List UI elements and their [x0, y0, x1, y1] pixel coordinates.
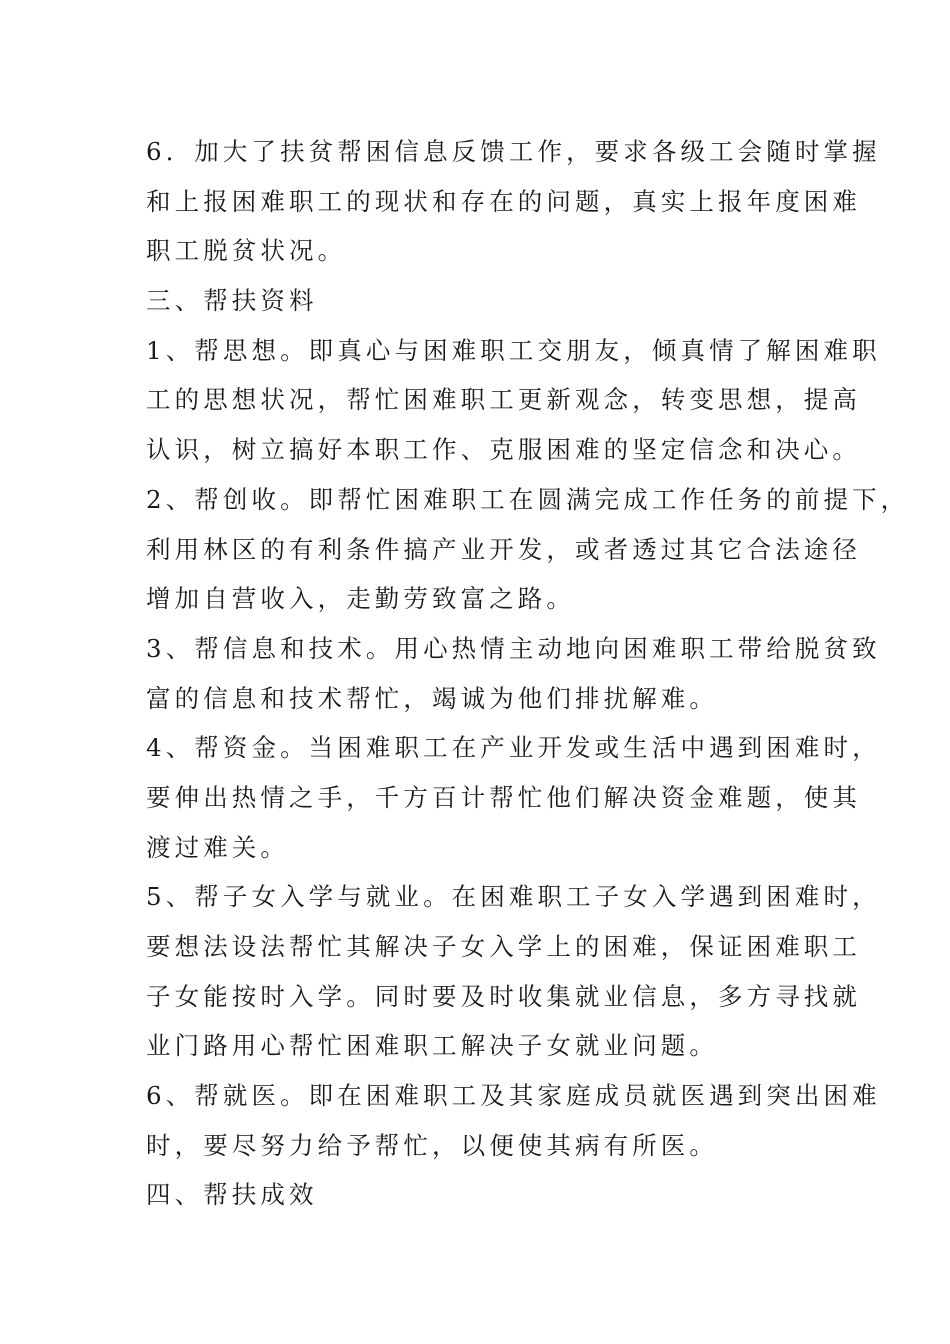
text-line: 业门路用心帮忙困难职工解决子女就业问题。 [146, 1031, 718, 1061]
section-heading: 三、帮扶资料 [146, 286, 318, 316]
text-line: 富的信息和技术帮忙，竭诚为他们排扰解难。 [146, 683, 718, 713]
text-line: 认识，树立搞好本职工作、克服困难的坚定信念和决心。 [146, 435, 861, 465]
text-line: 渡过难关。 [146, 832, 289, 862]
text-line: 增加自营收入，走勤劳致富之路。 [146, 584, 575, 614]
text-line: 3、帮信息和技术。用心热情主动地向困难职工带给脱贫致 [146, 633, 881, 663]
text-line: 时，要尽努力给予帮忙，以便使其病有所医。 [146, 1130, 718, 1160]
text-line: 利用林区的有利条件搞产业开发，或者透过其它合法途径 [146, 534, 861, 564]
section-heading: 四、帮扶成效 [146, 1180, 318, 1210]
text-line: 要想法设法帮忙其解决子女入学上的困难，保证困难职工 [146, 932, 861, 961]
text-line: 6、帮就医。即在困难职工及其家庭成员就医遇到突出困难 [146, 1081, 881, 1111]
text-line: 2、帮创收。即帮忙困难职工在圆满完成工作任务的前提下， [146, 484, 910, 514]
document-body [146, 127, 910, 1220]
text-line: 子女能按时入学。同时要及时收集就业信息，多方寻找就 [146, 981, 861, 1011]
text-line: 工的思想状况，帮忙困难职工更新观念，转变思想，提高 [146, 385, 861, 415]
text-line: 6．加大了扶贫帮困信息反馈工作，要求各级工会随时掌握 [146, 137, 881, 166]
text-line: 4、帮资金。当困难职工在产业开发或生活中遇到困难时， [146, 733, 881, 763]
text-line: 要伸出热情之手，千方百计帮忙他们解决资金难题，使其 [146, 782, 861, 812]
text-line: 和上报困难职工的现状和存在的问题，真实上报年度困难 [146, 186, 861, 216]
text-line: 职工脱贫状况。 [146, 236, 347, 266]
text-line: 5、帮子女入学与就业。在困难职工子女入学遇到困难时， [146, 882, 881, 912]
text-line: 1、帮思想。即真心与困难职工交朋友，倾真情了解困难职 [146, 335, 881, 365]
